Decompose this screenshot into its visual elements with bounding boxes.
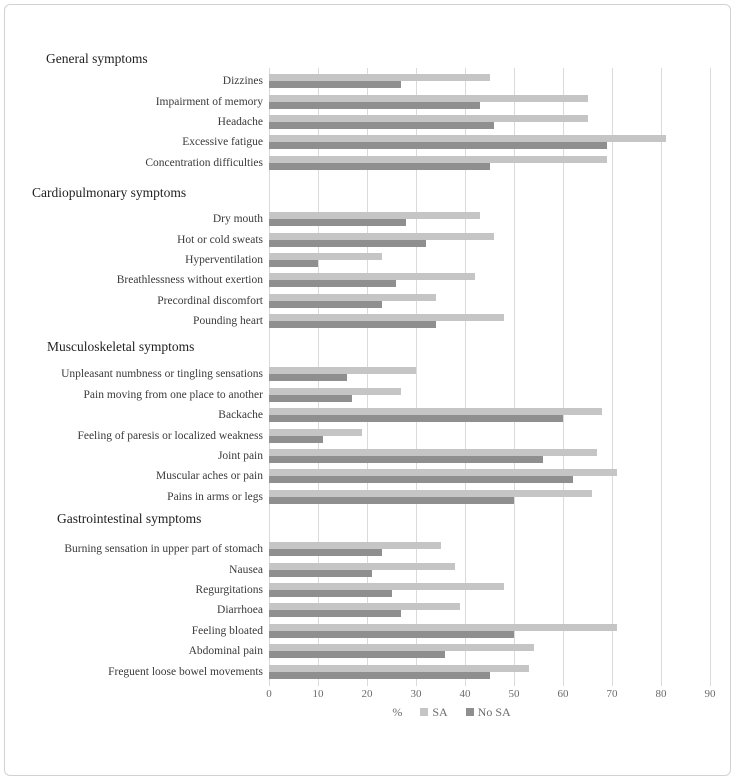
symptom-section: [26, 47, 710, 173]
bar-pair: [269, 135, 710, 149]
bar-nosa: [269, 570, 372, 577]
legend-label-sa: SA: [432, 704, 448, 719]
bar-row: [26, 600, 710, 620]
bar-pair: [269, 563, 710, 577]
bar-nosa: [269, 102, 480, 109]
bar-sa: [269, 583, 504, 590]
bar-nosa: [269, 374, 347, 381]
axis-legend: [231, 705, 672, 720]
row-label: Abdominal pain: [188, 645, 263, 658]
section-title: Gastrointestinal symptoms: [57, 511, 202, 527]
legend-item-sa: [420, 705, 447, 720]
bar-pair: [269, 583, 710, 597]
bar-nosa: [269, 456, 543, 463]
section-title: General symptoms: [46, 51, 148, 66]
section-title: Cardiopulmonary symptoms: [32, 184, 187, 200]
x-tick-label: 40: [459, 687, 471, 700]
symptom-section: [26, 335, 710, 507]
legend-item-nosa: [466, 705, 511, 720]
bar-sa: [269, 603, 460, 610]
bar-nosa: [269, 476, 573, 483]
bar-sa: [269, 469, 617, 476]
symptom-section: [26, 507, 710, 682]
bar-nosa: [269, 321, 436, 328]
bar-pair: [269, 665, 710, 679]
row-label: Pounding heart: [193, 315, 263, 328]
bar-pair: [269, 449, 710, 463]
bar-row: [26, 71, 710, 91]
bar-pair: [269, 314, 710, 328]
bar-nosa: [269, 497, 514, 504]
bar-pair: [269, 253, 710, 267]
section-items: [26, 539, 710, 682]
row-label: Feeling of paresis or localized weakness: [77, 429, 263, 442]
bar-sa: [269, 542, 441, 549]
bar-sa: [269, 665, 529, 672]
bar-nosa: [269, 301, 382, 308]
row-label: Breathlessness without exertion: [116, 274, 263, 287]
bar-row: [26, 405, 710, 425]
row-label: Excessive fatigue: [182, 136, 263, 149]
symptom-section: [26, 181, 710, 331]
bar-sa: [269, 624, 617, 631]
bar-pair: [269, 294, 710, 308]
bar-sa: [269, 115, 588, 122]
bar-row: [26, 559, 710, 579]
gridline: [710, 68, 711, 686]
x-tick-label: 20: [361, 687, 373, 700]
bar-pair: [269, 156, 710, 170]
x-axis-title: %: [392, 704, 403, 719]
x-tick-label: 90: [704, 687, 716, 700]
bar-pair: [269, 429, 710, 443]
legend-label-nosa: No SA: [477, 704, 511, 719]
row-label: Hyperventilation: [185, 253, 263, 266]
bar-nosa: [269, 610, 401, 617]
bar-sa: [269, 156, 607, 163]
x-tick-label: 30: [410, 687, 422, 700]
row-label: Nausea: [229, 563, 263, 576]
bar-row: [26, 580, 710, 600]
bar-nosa: [269, 260, 318, 267]
bar-pair: [269, 115, 710, 129]
bar-row: [26, 661, 710, 681]
bar-row: [26, 621, 710, 641]
bar-row: [26, 385, 710, 405]
bar-nosa: [269, 163, 490, 170]
bar-nosa: [269, 590, 392, 597]
bar-sa: [269, 74, 490, 81]
x-tick-label: 80: [655, 687, 667, 700]
bar-row: [26, 229, 710, 249]
x-tick-label: 0: [266, 687, 272, 700]
bar-row: [26, 487, 710, 507]
bar-row: [26, 364, 710, 384]
bar-sa: [269, 233, 494, 240]
row-label: Muscular aches or pain: [156, 470, 263, 483]
bar-chart: [26, 47, 716, 720]
bar-sa: [269, 367, 416, 374]
bar-row: [26, 153, 710, 173]
bar-sa: [269, 95, 588, 102]
bar-nosa: [269, 415, 563, 422]
row-label: Burning sensation in upper part of stomach: [64, 543, 263, 556]
row-label: Freguent loose bowel movements: [108, 665, 263, 678]
bar-pair: [269, 469, 710, 483]
bar-nosa: [269, 219, 406, 226]
bar-nosa: [269, 436, 323, 443]
section-title: Musculoskeletal symptoms: [47, 339, 195, 355]
row-label: Unpleasant numbness or tingling sensations: [61, 368, 263, 381]
row-label: Dry mouth: [212, 213, 263, 226]
bar-nosa: [269, 631, 514, 638]
sa-swatch-icon: [420, 708, 428, 716]
bar-sa: [269, 253, 382, 260]
bar-nosa: [269, 81, 401, 88]
bar-row: [26, 446, 710, 466]
bar-sa: [269, 273, 475, 280]
bar-sa: [269, 563, 455, 570]
chart-sections: [26, 47, 710, 682]
section-items: [26, 209, 710, 331]
bar-pair: [269, 490, 710, 504]
bar-nosa: [269, 395, 352, 402]
row-label: Precordinal discomfort: [157, 294, 263, 307]
row-label: Dizzines: [222, 75, 263, 88]
section-items: [26, 71, 710, 173]
row-label: Pains in arms or legs: [167, 490, 263, 503]
bar-row: [26, 209, 710, 229]
bar-sa: [269, 388, 401, 395]
bar-nosa: [269, 142, 607, 149]
bar-sa: [269, 490, 592, 497]
bar-pair: [269, 603, 710, 617]
bar-row: [26, 132, 710, 152]
bar-row: [26, 250, 710, 270]
bar-pair: [269, 644, 710, 658]
bar-nosa: [269, 240, 426, 247]
bar-nosa: [269, 122, 494, 129]
bar-nosa: [269, 280, 396, 287]
bar-pair: [269, 233, 710, 247]
figure-card: [4, 4, 731, 776]
bar-row: [26, 291, 710, 311]
bar-sa: [269, 212, 480, 219]
x-tick-label: 50: [508, 687, 520, 700]
bar-sa: [269, 314, 504, 321]
bar-sa: [269, 429, 362, 436]
bar-row: [26, 425, 710, 445]
row-label: Concentration difficulties: [145, 156, 263, 169]
row-label: Joint pain: [217, 450, 263, 463]
bar-pair: [269, 95, 710, 109]
bar-row: [26, 91, 710, 111]
row-label: Hot or cold sweats: [177, 233, 263, 246]
row-label: Headache: [217, 115, 263, 128]
bar-row: [26, 112, 710, 132]
x-axis-ticks: [266, 687, 716, 702]
bar-pair: [269, 624, 710, 638]
bar-nosa: [269, 651, 445, 658]
row-label: Diarrhoea: [217, 604, 263, 617]
row-label: Backache: [218, 409, 263, 422]
bar-row: [26, 641, 710, 661]
x-tick-label: 70: [606, 687, 618, 700]
bar-pair: [269, 273, 710, 287]
bar-row: [26, 270, 710, 290]
bar-nosa: [269, 549, 382, 556]
bar-pair: [269, 367, 710, 381]
nosa-swatch-icon: [466, 708, 474, 716]
x-tick-label: 60: [557, 687, 569, 700]
x-tick-label: 10: [312, 687, 324, 700]
bar-sa: [269, 408, 602, 415]
bar-pair: [269, 212, 710, 226]
bar-pair: [269, 388, 710, 402]
bar-pair: [269, 408, 710, 422]
row-label: Impairment of memory: [155, 95, 263, 108]
bar-row: [26, 311, 710, 331]
bar-nosa: [269, 672, 490, 679]
bar-sa: [269, 449, 597, 456]
bar-pair: [269, 542, 710, 556]
bar-sa: [269, 644, 534, 651]
row-label: Feeling bloated: [191, 624, 263, 637]
bar-sa: [269, 135, 666, 142]
bar-pair: [269, 74, 710, 88]
row-label: Regurgitations: [195, 583, 263, 596]
row-label: Pain moving from one place to another: [83, 388, 263, 401]
section-items: [26, 364, 710, 507]
bar-row: [26, 539, 710, 559]
bar-sa: [269, 294, 436, 301]
bar-row: [26, 466, 710, 486]
